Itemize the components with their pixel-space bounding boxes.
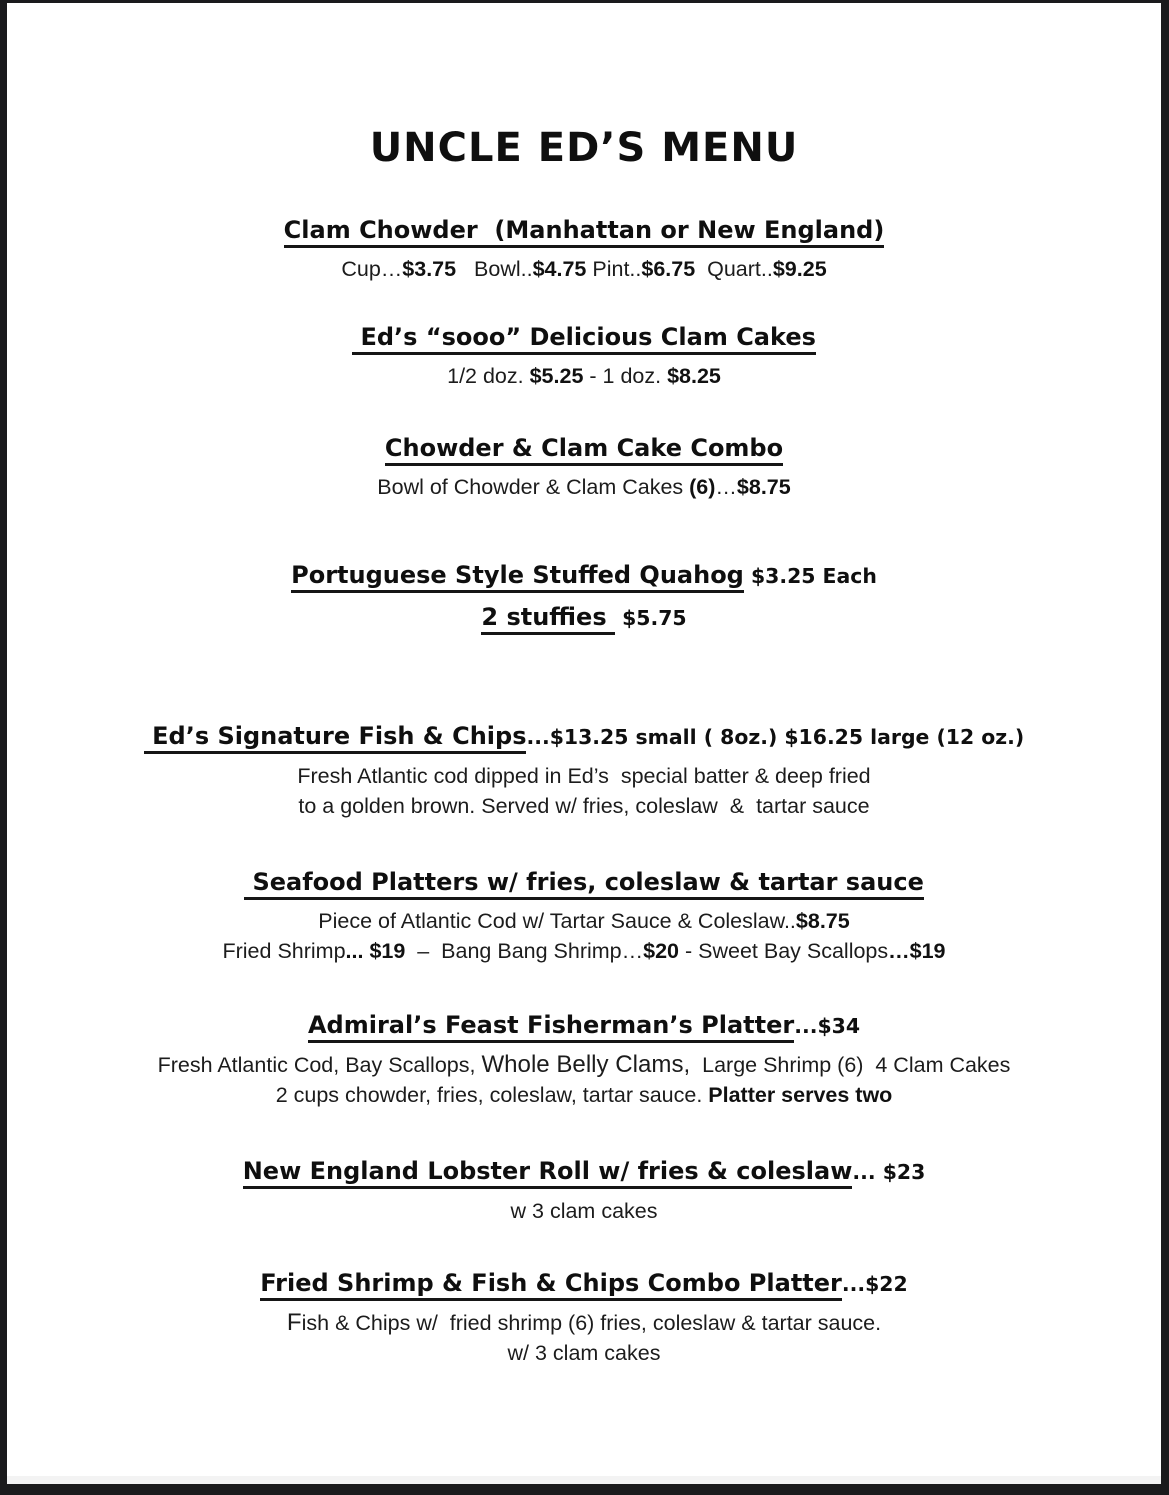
menu-text: Cup… [341,257,403,281]
menu-text: … [715,475,737,499]
menu-title: UNCLE ED’S MENU [369,125,799,171]
menu-section-clam-cakes [7,320,1161,391]
section-heading-title: Admiral’s Feast Fisherman’s Platter [308,1011,794,1043]
section-heading-title: New England Lobster Roll w/ fries & coleslaw [243,1157,853,1189]
menu-section-combo-platter [7,1266,1161,1368]
menu-text: Fresh Atlantic Cod, Bay Scallops, [157,1053,482,1077]
menu-section-admirals-feast [7,1008,1161,1110]
menu-sections [7,213,1161,1368]
menu-text: w/ 3 clam cakes [507,1341,661,1365]
section-heading-title: Portuguese Style Stuffed Quahog [291,561,744,593]
section-heading [7,1266,1161,1301]
price-text: $4.75 [532,257,587,281]
section-heading [7,558,1161,593]
menu-text: Fried Shrimp [222,939,346,963]
menu-line [7,1050,1161,1080]
section-heading [7,600,1161,635]
menu-line [7,761,1161,791]
price-text: ... $19 [345,939,406,963]
section-heading-price: ... $23 [852,1160,926,1184]
menu-page [7,3,1161,1484]
section-heading-title: Ed’s “sooo” Delicious Clam Cakes [352,323,816,355]
menu-text: - 1 doz. [583,364,668,388]
menu-line [7,472,1161,502]
section-heading [7,1008,1161,1043]
menu-line [7,254,1161,284]
menu-text: ish & Chips w/ fried shrimp (6) fries, coleslaw & tartar sauce. [301,1311,882,1335]
price-text: $20 [643,939,680,963]
menu-line [7,1080,1161,1110]
menu-text: - Sweet Bay Scallops [679,939,889,963]
section-heading [7,431,1161,465]
section-heading-price: $5.75 [614,606,687,630]
menu-line [7,791,1161,821]
menu-section-fish-and-chips [7,719,1161,821]
menu-line [7,936,1161,966]
price-text: $6.75 [641,257,696,281]
menu-text: F [286,1309,302,1336]
price-text: $8.75 [736,475,791,499]
menu-section-lobster-roll [7,1154,1161,1226]
section-heading [7,1154,1161,1189]
menu-section-clam-chowder [7,213,1161,284]
price-text: (6) [689,475,716,499]
section-heading-price: ...$13.25 small ( 8oz.) $16.25 large (12 oz.) [526,725,1025,749]
menu-text: Pint.. [586,257,642,281]
section-heading-title: Chowder & Clam Cake Combo [385,434,783,466]
price-text: $9.25 [772,257,827,281]
menu-line [7,1338,1161,1368]
section-heading-title: 2 stuffies [481,603,615,635]
section-heading-title: Fried Shrimp & Fish & Chips Combo Platter [260,1269,842,1301]
menu-section-stuffed-quahog [7,558,1161,635]
menu-section-chowder-combo [7,431,1161,502]
menu-line [7,906,1161,936]
section-heading-price: ...$22 [841,1272,908,1296]
menu-text: Quart.. [695,257,773,281]
menu-text: Fresh Atlantic cod dipped in Ed’s special batter & deep fried [297,764,871,788]
menu-text: Bowl of Chowder & Clam Cakes [377,475,690,499]
section-heading-price: ...$34 [794,1014,861,1038]
section-heading [7,213,1161,247]
section-heading-title: Ed’s Signature Fish & Chips [144,722,527,754]
price-text: …$19 [888,939,946,963]
menu-line [7,1308,1161,1338]
menu-text: Bowl.. [456,257,533,281]
menu-text: w 3 clam cakes [510,1199,658,1223]
section-heading [7,320,1161,354]
menu-text: to a golden brown. Served w/ fries, coleslaw & tartar sauce [298,794,870,818]
menu-text: Large Shrimp (6) 4 Clam Cakes [690,1053,1011,1077]
menu-text: Piece of Atlantic Cod w/ Tartar Sauce & Coleslaw.. [318,909,796,933]
section-heading-price: $3.25 Each [743,564,877,588]
price-text: $8.75 [795,909,850,933]
section-heading [7,865,1161,899]
page-bottom-strip [7,1476,1161,1484]
menu-text: – Bang Bang Shrimp… [405,939,644,963]
price-text: Platter serves two [708,1083,893,1107]
section-heading-title: Clam Chowder (Manhattan or New England) [284,216,885,248]
section-heading-title: Seafood Platters w/ fries, coleslaw & tartar sauce [244,868,924,900]
menu-line [7,1196,1161,1226]
section-heading [7,719,1161,754]
price-text: $8.25 [667,364,721,388]
menu-text: 1/2 doz. [447,364,530,388]
menu-text: Whole Belly Clams, [481,1051,691,1078]
price-text: $3.75 [402,257,457,281]
menu-line [7,361,1161,391]
menu-text: 2 cups chowder, fries, coleslaw, tartar sauce. [275,1083,709,1107]
menu-section-seafood-platters [7,865,1161,966]
price-text: $5.25 [529,364,584,388]
